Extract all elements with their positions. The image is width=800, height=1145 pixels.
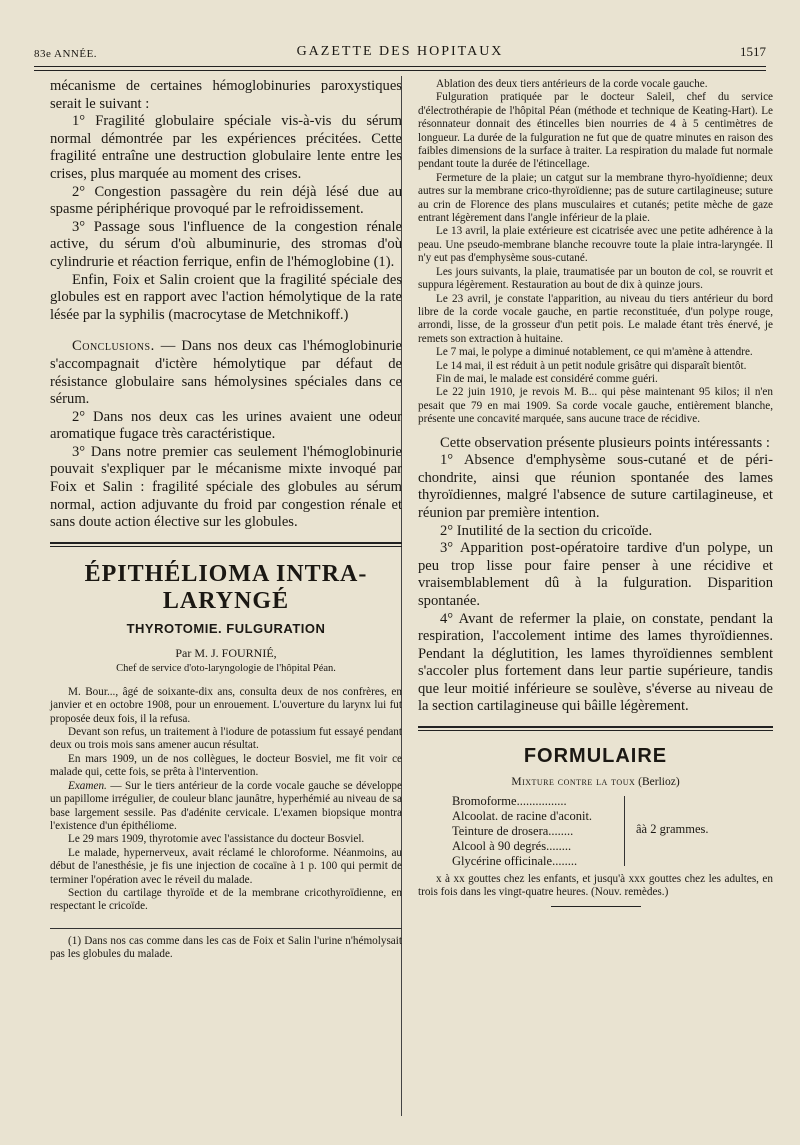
paragraph: En mars 1909, un de nos collègues, le docteur Bosviel, me fit voir ce malade qui, cette fois, se prêta à l'intervention.: [50, 752, 402, 779]
paragraph: 3° Dans notre premier cas seulement l'hémoglobinurie pouvait s'expliquer par le mécanisme mixte invoqué par Foix et Salin : fragilité spéciale des globules au sérum normal, action adjuvante du froid par congestion rénale et sans doute action élective sur les globules.: [50, 443, 402, 531]
recipe-item: Glycérine officinale........: [452, 854, 578, 869]
section-divider: [418, 726, 773, 731]
recipe-list: [452, 794, 773, 869]
formulaire-subtitle: [418, 776, 773, 788]
section-divider: [50, 542, 402, 547]
paragraph: Fin de mai, le malade est considéré comme guéri.: [436, 372, 658, 385]
hemoglobinuria-continuation: [50, 78, 402, 532]
footnote-rule: [50, 928, 402, 929]
header-rule-thin: [34, 70, 766, 71]
paragraph: 3° Apparition post-opératoire tardive d'un polype, un peu trop lisse pour faire penser à une récidive et vraisemblablement dû à la fulguration. Disparition spontanée.: [418, 540, 773, 609]
paragraph: Fermeture de la plaie; un catgut sur la membrane thyro-hyoïdienne; deux autres sur la membrane crico-thyroïdienne; pas de suture cartilagineuse; suture au crin de Florence des plans musculaires et cutanés; petite mèche de gaze entrant légèrement dans l'angle inférieur de la plaie.: [418, 171, 773, 225]
formulaire-title: FORMULAIRE: [523, 745, 668, 768]
paragraph: 2° Dans nos deux cas les urines avaient une odeur aromatique fugace très caractéristique.: [50, 408, 402, 443]
examen-text: — Sur le tiers antérieur de la corde vocale gauche se développe un papillome irrégulier, de couleur blanc jaunâtre, hyperhémié au niveau de sa base largement sessile. Pas d'adénite cervicale. L'examen biopsique montra l'existence d'un épithéliome.: [50, 779, 402, 832]
paragraph: Le 7 mai, le polype a diminué notablement, ce qui m'amène à attendre.: [436, 346, 753, 359]
paragraph: 1° Fragilité globulaire spéciale vis-à-vis du sérum normal démontrée par les expériences précitées. Cette fragilité entraîne une destruction globulaire lente entre les crises, plus marquée au moment des crises.: [50, 113, 402, 182]
paragraph: Le 13 avril, la plaie extérieure est cicatrisée avec une petite adhérence à la peau. Une pseudo-membrane blanche recouvre toute la plaie intra-laryngée. Il n'y eut pas d'emphysème sous-cutané.: [418, 225, 773, 265]
journal-title: GAZETTE DES HOPITAUX: [296, 44, 504, 59]
paragraph: Cette observation présente plusieurs points intéressants :: [440, 434, 770, 451]
paragraph: Le 23 avril, je constate l'apparition, au niveau du tiers antérieur du bord libre de la corde vocale gauche, en partie reconstituée, d'un polype rouge, arrondi, lisse, de la grosseur d'un petit pois. Le malade étant très énervé, je remets son extraction à huitaine.: [418, 292, 773, 345]
recipe-name: Mixture contre la toux: [511, 776, 636, 789]
right-column: [418, 78, 773, 907]
recipe-item: Bromoforme................: [452, 794, 567, 809]
author-role: Chef de service d'oto-laryngologie de l'hôpital Péan.: [116, 662, 336, 674]
paragraph: Le 14 mai, il est réduit à un petit nodule grisâtre qui disparaît bientôt.: [436, 359, 747, 372]
paragraph: Enfin, Foix et Salin croient que la fragilité spéciale des globules est en rapport avec l'action hémolytique de la rate lésée par la syphilis (macrocytase de Metchnikoff.): [50, 271, 402, 323]
paragraph: M. Bour..., âgé de soixante-dix ans, consulta deux de nos confrères, en janvier et en octobre 1908, pour un enrouement. L'ouverture du larynx lui fut proposée deux fois, il la refusa.: [50, 685, 402, 725]
recipe-item: Teinture de drosera........: [452, 824, 574, 839]
header-rule: [34, 66, 766, 67]
conclusions-label: Conclusions.: [72, 338, 155, 355]
brace-line: [624, 796, 625, 866]
paragraph: Ablation des deux tiers antérieurs de la corde vocale gauche.: [436, 78, 708, 90]
paragraph: 1° Absence d'emphysème sous-cutané et de périchondrite, ainsi que réunion spontanée des lames thyroïdiennes, malgré l'absence de suture cartilagineuse, et réunion par première intention.: [418, 452, 773, 521]
article-subtitle: THYROTOMIE. FULGURATION: [126, 620, 326, 636]
recipe-item: Alcoolat. de racine d'aconit.: [452, 809, 593, 824]
observation-summary: [418, 435, 773, 717]
recipe-author: (Berlioz): [638, 776, 680, 789]
article-author: Par M. J. FOURNIÉ,: [175, 645, 277, 660]
case-continuation: [418, 78, 773, 427]
paragraph: 4° Avant de refermer la plaie, on constate, pendant la respiration, l'accolement intime des lames thyroïdiennes. Pendant la déglutition, les lames thyroïdiennes semblent s'accoler plus fortement dans leur partie supérieure, tandis que leur moitié inférieure se soulève, s'éverse au niveau de la section cartilagineuse qui bâille légèrement.: [418, 610, 773, 715]
left-column: [50, 78, 402, 962]
end-rule: [551, 906, 641, 907]
paragraph: Fulguration pratiquée par le docteur Saleil, chef du service d'électrothérapie de l'hôpital Péan (méthode et technique de Keating-Hart). Le résonnateur donnait des étincelles bien nourries de 4 à 5 centimètres de longueur. La durée de la fulguration ne fut que de quatre minutes en raison des faibles dimensions de la surface à traiter. La respiration du malade fut normale pendant toute la durée de l'étincellage.: [418, 91, 773, 171]
formulaire-section: [418, 745, 773, 907]
recipe-instruction: x à xx gouttes chez les enfants, et jusqu'à xxx gouttes chez les adultes, en trois fois dans les vingt-quatre heures. (Nouv. remèdes.): [418, 873, 773, 899]
paragraph: 2° Inutilité de la section du cricoïde.: [440, 522, 653, 539]
paragraph: Devant son refus, un traitement à l'iodure de potassium fut essayé pendant deux ou trois mois sans amener aucun résultat.: [50, 726, 402, 752]
recipe-dose: âà 2 grammes.: [636, 822, 709, 837]
recipe-item: Alcool à 90 degrés........: [452, 839, 572, 854]
footnote: (1) Dans nos cas comme dans les cas de Foix et Salin l'urine n'hémolysait pas les globules du malade.: [50, 934, 402, 961]
paragraph: 2° Congestion passagère du rein déjà lésé due au spasme périphérique provoqué par le refroidissement.: [50, 183, 402, 218]
year-label: 83e ANNÉE.: [34, 48, 98, 60]
article-title: ÉPITHÉLIOMA INTRA-LARYNGÉ: [84, 560, 368, 614]
page-number: 1517: [740, 44, 766, 59]
examen-label: Examen.: [68, 779, 107, 792]
article-epithelioma: [50, 561, 402, 962]
paragraph: Les jours suivants, la plaie, traumatisée par un bouton de col, se rouvrit et suppura légèrement. Restauration au bout de dix à quinze jours.: [418, 265, 773, 292]
page-header: [34, 38, 766, 64]
paragraph: Le 29 mars 1909, thyrotomie avec l'assistance du docteur Bosviel.: [68, 833, 365, 846]
paragraph: mécanisme de certaines hémoglobinuries paroxystiques serait le suivant :: [50, 78, 402, 112]
paragraph: Le malade, hypernerveux, avait réclamé le chloroforme. Néanmoins, au début de l'anesthésie, je fis une injection de cocaïne à 1 p. 100 qui permit de terminer l'opération avec le réveil du malade.: [50, 846, 402, 886]
examen-paragraph: [50, 780, 402, 834]
paragraph: Section du cartilage thyroïde et de la membrane cricothyroïdienne, en respectant le cricoïde.: [50, 886, 402, 913]
paragraph: Le 22 juin 1910, je revois M. B... qui pèse maintenant 95 kilos; il n'en pesait que 79 en mai 1909. Sa corde vocale gauche, entièrement blanche, présente une concavité marquée, sans aucune trace de récidive.: [418, 386, 773, 426]
conclusions-text: — Dans nos deux cas l'hémoglobinurie s'accompagnait d'ictère hémolytique par défaut de résistance globulaire sans hémolysines spéciales dans ce sérum.: [50, 338, 402, 408]
paragraph: 3° Passage sous l'influence de la congestion rénale active, du sérum d'où albuminurie, des stromas d'où cylindrurie et réaction ferrique, enfin de l'hémoglobine (1).: [50, 218, 402, 270]
conclusions-paragraph: [50, 338, 402, 408]
